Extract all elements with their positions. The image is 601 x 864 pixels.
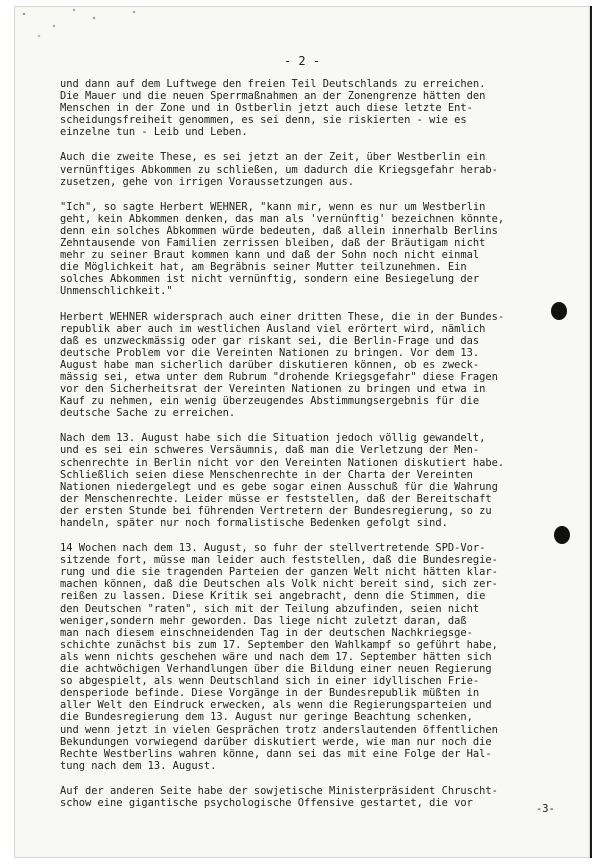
text-line: Bekundungen vorwiegend darüber diskutiert werde, wie man nur noch die — [60, 735, 492, 748]
text-line: Menschen in der Zone und in Ostberlin jetzt auch diese letzte Ent- — [60, 102, 473, 115]
text-line: reißen zu lassen. Diese Kritik sei angebracht, denn die Stimmen, die — [60, 590, 486, 603]
text-line: handeln, später nur noch formalistische Bedenken gefolgt sind. — [60, 517, 448, 529]
text-line: schow eine gigantische psychologische Offensive gestartet, die vor — [60, 796, 473, 809]
text-line: den Deutschen "raten", sich mit der Teilung abzufinden, seien nicht — [60, 602, 480, 615]
paragraph — [60, 785, 560, 809]
text-line: Die Mauer und die neuen Sperrmaßnahmen an der Zonengrenze hätten den — [60, 90, 486, 103]
text-line: vernünftiges Abkommen zu schließen, um dadurch die Kriegsgefahr herab- — [60, 163, 498, 176]
punch-hole — [554, 526, 570, 544]
paragraph — [60, 311, 560, 420]
text-line: August habe man sicherlich darüber diskutieren können, ob es zweck- — [60, 358, 480, 371]
paragraph — [60, 78, 560, 138]
next-page-marker: -3- — [536, 803, 555, 815]
punch-hole — [551, 302, 567, 320]
text-line: mehr zu seiner Braut kommen kann und daß der Sohn noch nicht einmal — [60, 249, 480, 262]
text-line: Nach dem 13. August habe sich die Situation jedoch völlig gewandelt, — [60, 432, 486, 445]
text-line: der Menschenrechte. Leider müsse er feststellen, daß der Bereitschaft — [60, 492, 492, 505]
text-line: sitzende fort, müsse man leider auch feststellen, daß die Bundesregie- — [60, 554, 498, 567]
document-body — [60, 78, 560, 822]
text-line: der ersten Stunde bei führenden Vertretern der Bundesregierung, so zu — [60, 504, 492, 517]
text-line: Zehntausende von Familien zerrissen bleiben, daß der Bräutigam nicht — [60, 237, 486, 250]
text-line: man nach diesem einschneidenden Tag in der deutschen Nachkriegsge- — [60, 626, 473, 639]
text-line: einzelne tun - Leib und Leben. — [60, 126, 248, 139]
text-line: deutsche Problem vor die Vereinten Nationen zu bringen. Vor dem 13. — [60, 346, 480, 359]
text-line: Schließlich seien diese Menschenrechte in der Charta der Vereinten — [60, 468, 473, 481]
text-line: Auch die zweite These, es sei jetzt an der Zeit, über Westberlin ein — [60, 151, 486, 164]
scan-noise — [14, 6, 164, 46]
text-line: schichte zunächst bis zum 17. September den Wahlkampf so geführt habe, — [60, 638, 498, 651]
text-line: und wenn jetzt in vielen Gesprächen trotz anderslautenden öffentlichen — [60, 723, 498, 736]
text-line: scheidungsfreiheit genommen, es sei denn, sie riskierten - wie es — [60, 114, 467, 127]
text-line: die Bundesregierung dem 13. August nur geringe Beachtung schenken, — [60, 711, 473, 724]
text-line: schenrechte in Berlin nicht vor den Vereinten Nationen diskutiert habe. — [60, 456, 505, 469]
page-number: - 2 - — [283, 54, 321, 68]
paragraph — [60, 201, 560, 298]
paragraph — [60, 542, 560, 772]
text-line: Kauf zu nehmen, ein wenig überzeugendes Abstimmungsergebnis für die — [60, 395, 480, 408]
text-line: aller Welt den Eindruck erwecken, als wenn die Regierungsparteien und — [60, 699, 492, 712]
text-line: weniger,sondern mehr geworden. Das liege nicht zuletzt daran, daß — [60, 614, 467, 627]
text-line: deutsche Sache zu erreichen. — [60, 407, 236, 420]
text-line: mässig sei, etwa unter dem Rubrum "drohende Kriegsgefahr" diese Fragen — [60, 370, 498, 383]
text-line: Auf der anderen Seite habe der sowjetische Ministerpräsident Chruscht- — [60, 784, 498, 797]
text-line: die achtwöchigen Verhandlungen über die Bildung einer neuen Regierung — [60, 663, 492, 676]
text-line: rung und die sie tragenden Parteien der ganzen Welt nicht hätten klar- — [60, 566, 498, 579]
text-line: die Möglichkeit hat, am Begräbnis seiner Mutter teilzunehmen. Ein — [60, 261, 467, 274]
text-line: densperiode befinde. Diese Vorgänge in der Bundesrepublik müßten in — [60, 687, 480, 700]
text-line: als wenn nichts geschehen wäre und nach dem 17. September hätten sich — [60, 650, 492, 663]
text-line: zusetzen, gehe von irrigen Voraussetzungen aus. — [60, 175, 355, 188]
text-line: Unmenschlichkeit." — [60, 285, 173, 298]
text-line: 14 Wochen nach dem 13. August, so fuhr der stellvertretende SPD-Vor- — [60, 542, 486, 555]
paragraph — [60, 151, 560, 187]
text-line: solches Abkommen ist nicht vernünftig, sondern eine Besiegelung der — [60, 273, 480, 286]
text-line: Herbert WEHNER widersprach auch einer dritten These, die in der Bundes- — [60, 310, 505, 323]
text-line: und dann auf dem Luftwege den freien Teil Deutschlands zu erreichen. — [60, 78, 486, 90]
document-page — [14, 6, 592, 858]
text-line: und es sei ein schweres Versäumnis, daß man die Verletzung der Men- — [60, 444, 480, 457]
text-line: tung nach dem 13. August. — [60, 759, 217, 772]
text-line: so abgespielt, als wenn Deutschland sich in einer idyllischen Frie- — [60, 675, 480, 688]
text-line: Rechte Westberlins wahren könne, dann sei das mit eine Folge der Hal- — [60, 747, 492, 760]
text-line: daß es unzweckmässig oder gar riskant sei, die Berlin-Frage und das — [60, 334, 480, 347]
text-line: machen können, daß die Deutschen als Volk nicht bereit sind, sich zer- — [60, 578, 498, 591]
text-line: Nationen niedergelegt und es gebe sogar einen Ausschuß für die Wahrung — [60, 480, 498, 493]
text-line: "Ich", so sagte Herbert WEHNER, "kann mir, wenn es nur um Westberlin — [60, 200, 486, 213]
text-line: geht, kein Abkommen denken, das man als 'vernünftig' bezeichnen könnte, — [60, 212, 505, 225]
paragraph — [60, 432, 560, 529]
text-line: vor den Sicherheitsrat der Vereinten Nationen zu bringen und etwa in — [60, 383, 486, 396]
text-line: republik aber auch im westlichen Ausland viel erörtert wird, nämlich — [60, 322, 486, 335]
text-line: denn ein solches Abkommen würde bedeuten, daß allein innerhalb Berlins — [60, 224, 498, 237]
